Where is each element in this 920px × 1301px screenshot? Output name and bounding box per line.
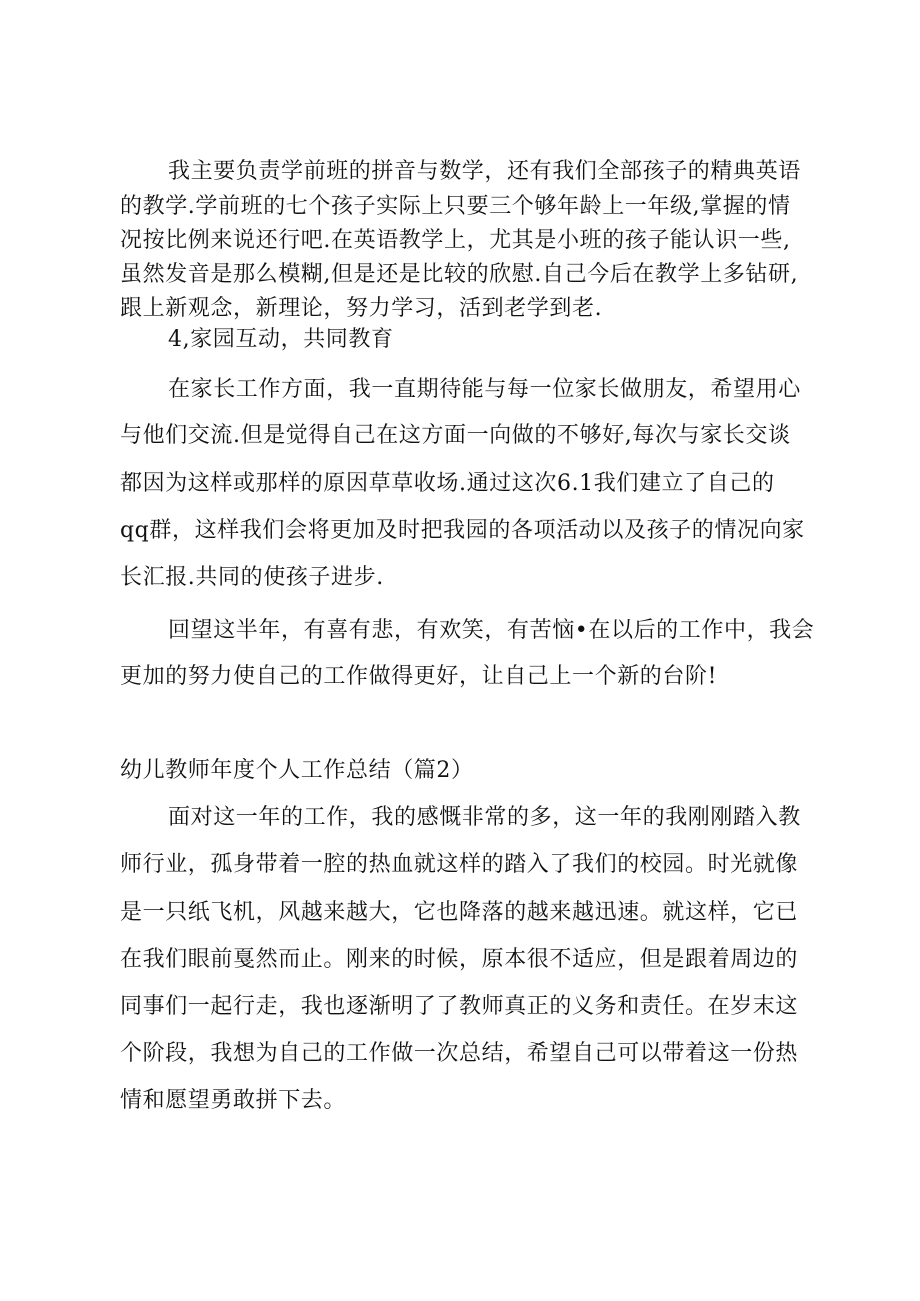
paragraph-4-line-7: 情和愿望勇敢拼下去。	[120, 1088, 347, 1113]
paragraph-1-line-2: 的教学.学前班的七个孩子实际上只要三个够年龄上一年级,掌握的情	[120, 194, 791, 219]
paragraph-4-line-6: 个阶段，我想为自己的工作做一次总结，希望自己可以带着这一份热	[120, 1041, 799, 1066]
paragraph-2-line-3: 都因为这样或那样的原因草草收场.通过这次6.1我们建立了自己的	[120, 471, 775, 496]
paragraph-2-line-5: 长汇报.共同的使孩子进步.	[120, 565, 384, 590]
paragraph-2-line-4: qq群，这样我们会将更加及时把我园的各项活动以及孩子的情况向家	[120, 518, 805, 543]
paragraph-4-line-5: 同事们一起行走，我也逐渐明了了教师真正的义务和责任。在岁末这	[120, 994, 799, 1019]
paragraph-2-line-1: 在家长工作方面，我一直期待能与每一位家长做朋友，希望用心	[168, 377, 801, 402]
paragraph-1-line-4: 虽然发音是那么模糊,但是还是比较的欣慰.自己今后在教学上多钻研,	[120, 262, 799, 287]
paragraph-4-line-4: 在我们眼前戛然而止。刚来的时候，原本很不适应，但是跟着周边的	[120, 947, 799, 972]
paragraph-1-line-3: 况按比例来说还行吧.在英语教学上，尤其是小班的孩子能认识一些,	[120, 228, 791, 253]
paragraph-2-line-2: 与他们交流.但是觉得自己在这方面一向做的不够好,每次与家长交谈	[120, 423, 791, 448]
paragraph-3-line-1: 回望这半年，有喜有悲，有欢笑，有苦恼•在以后的工作中，我会	[168, 618, 815, 643]
paragraph-1-line-1: 我主要负责学前班的拼音与数学，还有我们全部孩子的精典英语	[168, 159, 801, 184]
article-title: 幼儿教师年度个人工作总结（篇2）	[120, 758, 474, 783]
paragraph-4-line-1: 面对这一年的工作，我的感慨非常的多，这一年的我刚刚踏入教	[168, 805, 801, 830]
paragraph-1-line-5: 跟上新观念，新理论，努力学习，活到老学到老.	[120, 296, 603, 321]
paragraph-3-line-2: 更加的努力使自己的工作做得更好，让自己上一个新的台阶!	[120, 664, 718, 689]
section-heading: 4,家园互动，共同教育	[168, 327, 394, 352]
paragraph-4-line-3: 是一只纸飞机，风越来越大，它也降落的越来越迅速。就这样，它已	[120, 900, 799, 925]
paragraph-4-line-2: 师行业，孤身带着一腔的热血就这样的踏入了我们的校园。时光就像	[120, 852, 799, 877]
